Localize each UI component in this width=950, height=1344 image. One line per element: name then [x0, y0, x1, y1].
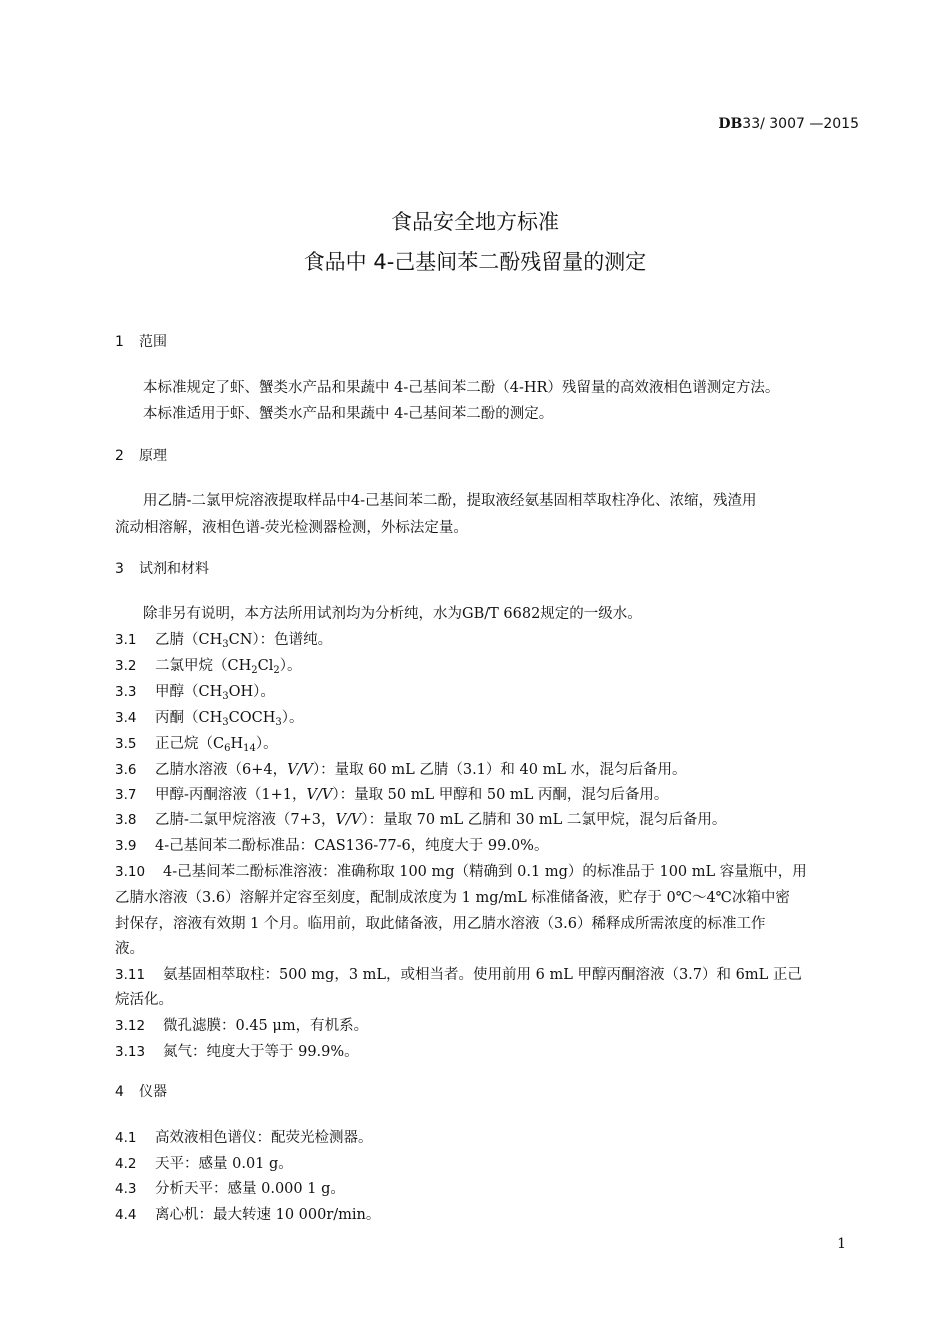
item-number: 3.1: [115, 632, 137, 648]
reagent-item-3-5: [115, 732, 278, 753]
item-text: 氨基固相萃取柱：500 mg，3 mL，或相当者。使用前用 6 mL 甲醇丙酮溶液（3.7）和 6mL 正己: [163, 967, 802, 983]
section-number: 4: [115, 1084, 124, 1100]
reagent-item-3-2: [115, 654, 301, 675]
reagent-item-3-4: [115, 706, 303, 727]
section-heading-principle: [115, 445, 167, 465]
item-number: 3.11: [115, 967, 146, 983]
item-text: H: [230, 736, 244, 752]
item-text: 二氯甲烷（CH: [155, 658, 252, 674]
item-text: ）：量取 70 mL 乙腈和 30 mL 二氯甲烷，混匀后备用。: [361, 812, 727, 828]
instrument-item-4-3: [115, 1177, 345, 1198]
item-text: 微孔滤膜：0.45 μm，有机系。: [163, 1018, 369, 1034]
page-number: 1: [837, 1236, 846, 1252]
item-number: 3.13: [115, 1044, 146, 1060]
item-number: 3.2: [115, 658, 137, 674]
item-text: ）。: [279, 658, 302, 674]
item-number: 3.6: [115, 762, 137, 778]
item-text: 离心机：最大转速 10 000r/min。: [155, 1207, 381, 1223]
item-text: 甲醇（CH: [155, 684, 223, 700]
reagent-item-3-10: [115, 860, 807, 881]
italic-ratio: V/V: [287, 762, 313, 778]
item-text: ）：量取 50 mL 甲醇和 50 mL 丙酮，混匀后备用。: [332, 787, 669, 803]
standard-code-number: 33/ 3007 —2015: [742, 116, 859, 132]
item-number: 3.8: [115, 812, 137, 828]
reagent-item-3-11: [115, 963, 802, 984]
item-number: 3.3: [115, 684, 137, 700]
reagent-item-3-10-line-4: 液。: [115, 941, 144, 957]
reagent-item-3-10-line-3: 封保存，溶液有效期 1 个月。临用前，取此储备液，用乙腈水溶液（3.6）稀释成所需浓度的标准工作: [115, 916, 766, 932]
reagent-item-3-8: [115, 808, 726, 829]
item-text: 天平：感量 0.01 g。: [155, 1156, 293, 1172]
item-text: 氮气：纯度大于等于 99.9%。: [163, 1044, 359, 1060]
subscript: 3: [222, 639, 229, 650]
item-number: 4.2: [115, 1156, 137, 1172]
item-number: 3.7: [115, 787, 137, 803]
scope-paragraph-1: 本标准规定了虾、蟹类水产品和果蔬中 4-己基间苯二酚（4-HR）残留量的高效液相色谱测定方法。: [143, 380, 780, 396]
item-text: 乙腈水溶液（6+4，: [155, 762, 288, 778]
subscript: 2: [251, 665, 258, 676]
reagent-item-3-6: [115, 758, 687, 779]
item-number: 3.10: [115, 864, 146, 880]
item-text: 丙酮（CH: [155, 710, 223, 726]
item-text: 分析天平：感量 0.000 1 g。: [155, 1181, 345, 1197]
subscript: 3: [275, 717, 282, 728]
item-text: CN）：色谱纯。: [228, 632, 333, 648]
item-text: ）。: [281, 710, 304, 726]
item-text: COCH: [228, 710, 276, 726]
section-number: 3: [115, 561, 124, 577]
reagent-item-3-10-line-2: 乙腈水溶液（3.6）溶解并定容至刻度，配制成浓度为 1 mg/mL 标准储备液，贮存于 0℃～4℃冰箱中密: [115, 890, 790, 906]
subscript: 2: [273, 665, 280, 676]
reagent-item-3-9: [115, 834, 548, 855]
section-heading-reagents: [115, 558, 209, 578]
item-text: 高效液相色谱仪：配荧光检测器。: [155, 1130, 373, 1146]
item-number: 4.3: [115, 1181, 137, 1197]
reagents-intro: 除非另有说明，本方法所用试剂均为分析纯，水为GB/T 6682规定的一级水。: [143, 606, 642, 622]
section-title: 原理: [139, 448, 167, 464]
section-heading-instruments: [115, 1081, 167, 1101]
item-text: ）。: [255, 736, 278, 752]
subscript: 14: [243, 743, 256, 754]
section-title: 试剂和材料: [139, 561, 209, 577]
item-text: 乙腈（CH: [155, 632, 223, 648]
reagent-item-3-12: [115, 1014, 368, 1035]
reagent-item-3-1: [115, 628, 332, 649]
item-text: 4-己基间苯二酚标准品：CAS136-77-6，纯度大于 99.0%。: [155, 838, 549, 854]
subscript: 3: [222, 691, 229, 702]
item-text: OH）。: [228, 684, 275, 700]
item-text: 正己烷（C: [155, 736, 225, 752]
document-title-line2: 食品中 4-己基间苯二酚残留量的测定: [303, 250, 647, 274]
item-number: 4.4: [115, 1207, 137, 1223]
italic-ratio: V/V: [306, 787, 333, 803]
reagent-item-3-3: [115, 680, 275, 701]
item-text: 4-己基间苯二酚标准溶液：准确称取 100 mg（精确到 0.1 mg）的标准品于 100 mL 容量瓶中，用: [163, 864, 807, 880]
section-number: 2: [115, 448, 124, 464]
item-number: 4.1: [115, 1130, 137, 1146]
principle-line-2: 流动相溶解，液相色谱-荧光检测器检测，外标法定量。: [115, 520, 468, 536]
reagent-item-3-13: [115, 1040, 359, 1061]
reagent-item-3-11-line-2: 烷活化。: [115, 992, 173, 1008]
item-number: 3.12: [115, 1018, 146, 1034]
section-number: 1: [115, 334, 124, 350]
section-title: 仪器: [139, 1084, 167, 1100]
item-text: 甲醇-丙酮溶液（1+1，: [155, 787, 307, 803]
subscript: 6: [224, 743, 231, 754]
section-heading-scope: [115, 331, 167, 351]
item-number: 3.9: [115, 838, 137, 854]
instrument-item-4-1: [115, 1126, 373, 1147]
item-number: 3.4: [115, 710, 137, 726]
standard-code: [718, 116, 859, 132]
item-text: 乙腈-二氯甲烷溶液（7+3，: [155, 812, 336, 828]
italic-ratio: V/V: [335, 812, 362, 828]
section-title: 范围: [139, 334, 167, 350]
item-text: ）：量取 60 mL 乙腈（3.1）和 40 mL 水，混匀后备用。: [312, 762, 687, 778]
instrument-item-4-4: [115, 1203, 380, 1224]
document-title-line1: 食品安全地方标准: [391, 210, 559, 234]
item-number: 3.5: [115, 736, 137, 752]
reagent-item-3-7: [115, 783, 668, 804]
item-text: Cl: [257, 658, 274, 674]
principle-line-1: 用乙腈-二氯甲烷溶液提取样品中4-己基间苯二酚，提取液经氨基固相萃取柱净化、浓缩，残渣用: [143, 493, 757, 509]
standard-code-prefix: DB: [718, 116, 743, 132]
scope-paragraph-2: 本标准适用于虾、蟹类水产品和果蔬中 4-己基间苯二酚的测定。: [143, 406, 554, 422]
instrument-item-4-2: [115, 1152, 293, 1173]
subscript: 3: [222, 717, 229, 728]
